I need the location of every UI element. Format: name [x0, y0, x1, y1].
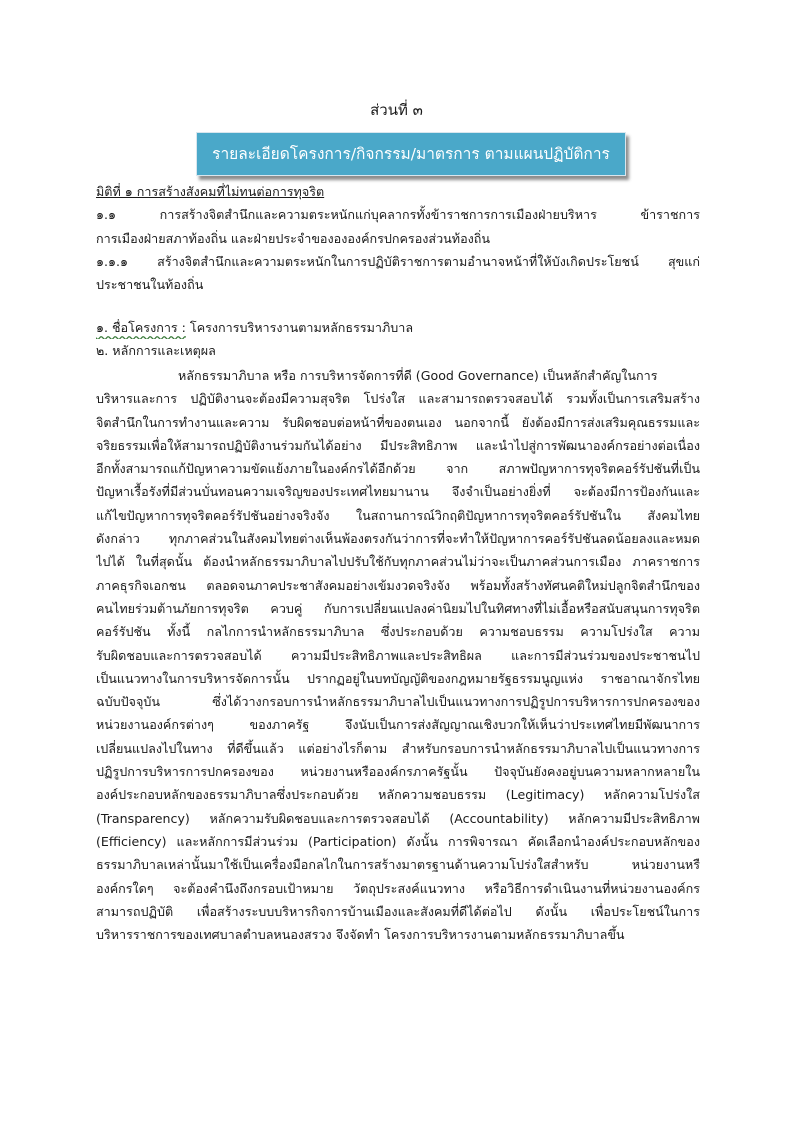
paragraph-line: บริหารราชการของเทศบาลตำบลหนองสรวง จึงจัดทำ โครงการบริหารงานตามหลักธรรมาภิบาลขึ้น	[96, 927, 625, 943]
paragraph-line: ภาคธุรกิจเอกชน ตลอดจนภาคประชาสังคมอย่างเข้มงวดจริงจัง พร้อมทั้งสร้างทัศนคติใหม่ปลูกจิตสำนึกของ	[96, 577, 700, 593]
paragraph-line: ธรรมาภิบาลเหล่านั้นมาใช้เป็นเครื่องมือกลไกในการสร้างมาตรฐานด้านความโปร่งใสสำหรับ หน่วยงานหรื	[96, 857, 700, 873]
paragraph-line: หลักธรรมาภิบาล หรือ การบริหารจัดการที่ดี (Good Governance) เป็นหลักสำคัญในการ	[178, 368, 658, 383]
paragraph-line: สามารถปฏิบัติ เพื่อสร้างระบบบริหารกิจการบ้านเมืองและสังคมที่ดีได้ต่อไป ดังนั้น เพื่อประโยชน์ในการ	[96, 903, 700, 919]
paragraph-line: (Transparency) หลักความรับผิดชอบและการตรวจสอบได้ (Accountability) หลักความมีประสิทธิภาพ	[96, 810, 700, 826]
item-1-1-1-line-2: ประชาชนในท้องถิ่น	[96, 277, 204, 293]
paragraph-line: ฉบับปัจจุบัน ซึ่งได้วางกรอบการนำหลักธรรมาภิบาลไปเป็นแนวทางการปฏิรูปการบริหารการปกครองของ	[96, 694, 700, 710]
paragraph-line: จิตสำนึกในการทำงานและความ รับผิดชอบต่อหน้าที่ของตนเอง นอกจากนี้ ยังต้องมีการส่งเสริมคุณธรรมและ	[96, 414, 700, 430]
dimension-heading: มิติที่ ๑ การสร้างสังคมที่ไม่ทนต่อการทุจริต	[96, 184, 325, 199]
paragraph-line: เป็นแนวทางในการบริหารจัดการนั้น ปรากฏอยู่ในบทบัญญัติของกฎหมายรัฐธรรมนูญแห่ง ราชอาณาจักรไทย	[96, 670, 700, 686]
project-name: โครงการบริหารงานตามหลักธรรมาภิบาล	[185, 320, 414, 335]
project-block	[96, 316, 700, 363]
section-heading: ส่วนที่ ๓	[370, 101, 423, 119]
paragraph-line: แก้ไขปัญหาการทุจริตคอร์รัปชันอย่างจริงจัง ในสถานการณ์วิกฤติปัญหาการทุจริตคอร์รัปชันใน สังคมไทย	[96, 507, 700, 523]
project-label: ๑. ชื่อโครงการ :	[96, 320, 186, 335]
item-1-1-line-1: ๑.๑ การสร้างจิตสำนึกและความตระหนักแก่บุคลากรทั้งข้าราชการการเมืองฝ่ายบริหาร ข้าราชการ	[96, 207, 700, 223]
banner-title: รายละเอียดโครงการ/กิจกรรม/มาตรการ ตามแผนปฏิบัติการ	[196, 132, 626, 176]
paragraph-line: ปัญหาเรื้อรังที่มีส่วนบั่นทอนความเจริญของประเทศไทยมานาน จึงจำเป็นอย่างยิ่งที่ จะต้องมีการป้องกันและ	[96, 484, 700, 500]
paragraph-line: หน่วยงานองค์กรต่างๆ ของภาครัฐ จึงนับเป็นการส่งสัญญาณเชิงบวกให้เห็นว่าประเทศไทยมีพัฒนาการ	[96, 717, 700, 733]
item-1-1-line-2: การเมืองฝ่ายสภาท้องถิ่น และฝ่ายประจำของององค์กรปกครองส่วนท้องถิ่น	[96, 230, 491, 246]
paragraph-line: บริหารและการ ปฏิบัติงานจะต้องมีความสุจริต โปร่งใส และสามารถตรวจสอบได้ รวมทั้งเป็นการเสริมสร้าง	[96, 391, 700, 407]
paragraph-line: องค์กรใดๆ จะต้องคำนึงถึงกรอบเป้าหมาย วัตถุประสงค์แนวทาง หรือวิธีการดำเนินงานที่หน่วยงานองค์กร	[96, 880, 700, 896]
paragraph-line: ดังกล่าว ทุกภาคส่วนในสังคมไทยต่างเห็นพ้องตรงกันว่าการที่จะทำให้ปัญหาการคอร์รัปชันลดน้อยลงและหมด	[96, 531, 700, 547]
paragraph-line: ปฏิรูปการบริหารการปกครองของ หน่วยงานหรือองค์กรภาครัฐนั้น ปัจจุบันยังคงอยู่บนความหลากหลายใน	[96, 764, 700, 780]
principle-heading: ๒. หลักการและเหตุผล	[96, 343, 216, 359]
paragraph-line: ไปได้ ในที่สุดนั้น ต้องนำหลักธรรมาภิบาลไปปรับใช้กับทุกภาคส่วนไม่ว่าจะเป็นภาคส่วนการเมือง ภาคราชการ	[96, 554, 700, 570]
project-line	[96, 316, 700, 339]
item-1-1-1-line-1: ๑.๑.๑ สร้างจิตสำนึกและความตระหนักในการปฏิบัติราชการตามอำนาจหน้าที่ให้บังเกิดประโยชน์ สุขแก่	[96, 253, 700, 269]
principle-paragraph	[96, 364, 700, 946]
paragraph-line: รับผิดชอบและการตรวจสอบได้ ความมีประสิทธิภาพและประสิทธิผล และการมีส่วนร่วมของประชาชนไป	[96, 647, 700, 663]
paragraph-line: (Efficiency) และหลักการมีส่วนร่วม (Participation) ดังนั้น การพิจารณา คัดเลือกนำองค์ประกอบหลักของ	[96, 833, 700, 849]
paragraph-line: จริยธรรมเพื่อให้สามารถปฏิบัติงานร่วมกันได้อย่าง มีประสิทธิภาพ และนำไปสู่การพัฒนาองค์กรอย่างต่อเนื่อง	[96, 437, 700, 453]
paragraph-line: คนไทยร่วมต้านภัยการทุจริต ควบคู่ กับการเปลี่ยนแปลงค่านิยมไปในทิศทางที่ไม่เอื้อหรือสนับสนุนการทุจริต	[96, 600, 700, 616]
paragraph-line: เปลี่ยนแปลงไปในทาง ที่ดีขึ้นแล้ว แต่อย่างไรก็ตาม สำหรับกรอบการนำหลักธรรมาภิบาลไปเป็นแนวทางการ	[96, 740, 700, 756]
paragraph-line: คอร์รัปชัน ทั้งนี้ กลไกการนำหลักธรรมาภิบาล ซึ่งประกอบด้วย ความชอบธรรม ความโปร่งใส ความ	[96, 624, 700, 640]
dimension-block	[96, 180, 700, 296]
paragraph-line: องค์ประกอบหลักของธรรมาภิบาลซึ่งประกอบด้วย หลักความชอบธรรม (Legitimacy) หลักความโปร่งใส	[96, 787, 700, 803]
paragraph-line: อีกทั้งสามารถแก้ปัญหาความขัดแย้งภายในองค์กรได้อีกด้วย จาก สภาพปัญหาการทุจริตคอร์รัปชันที่เป็น	[96, 461, 700, 477]
